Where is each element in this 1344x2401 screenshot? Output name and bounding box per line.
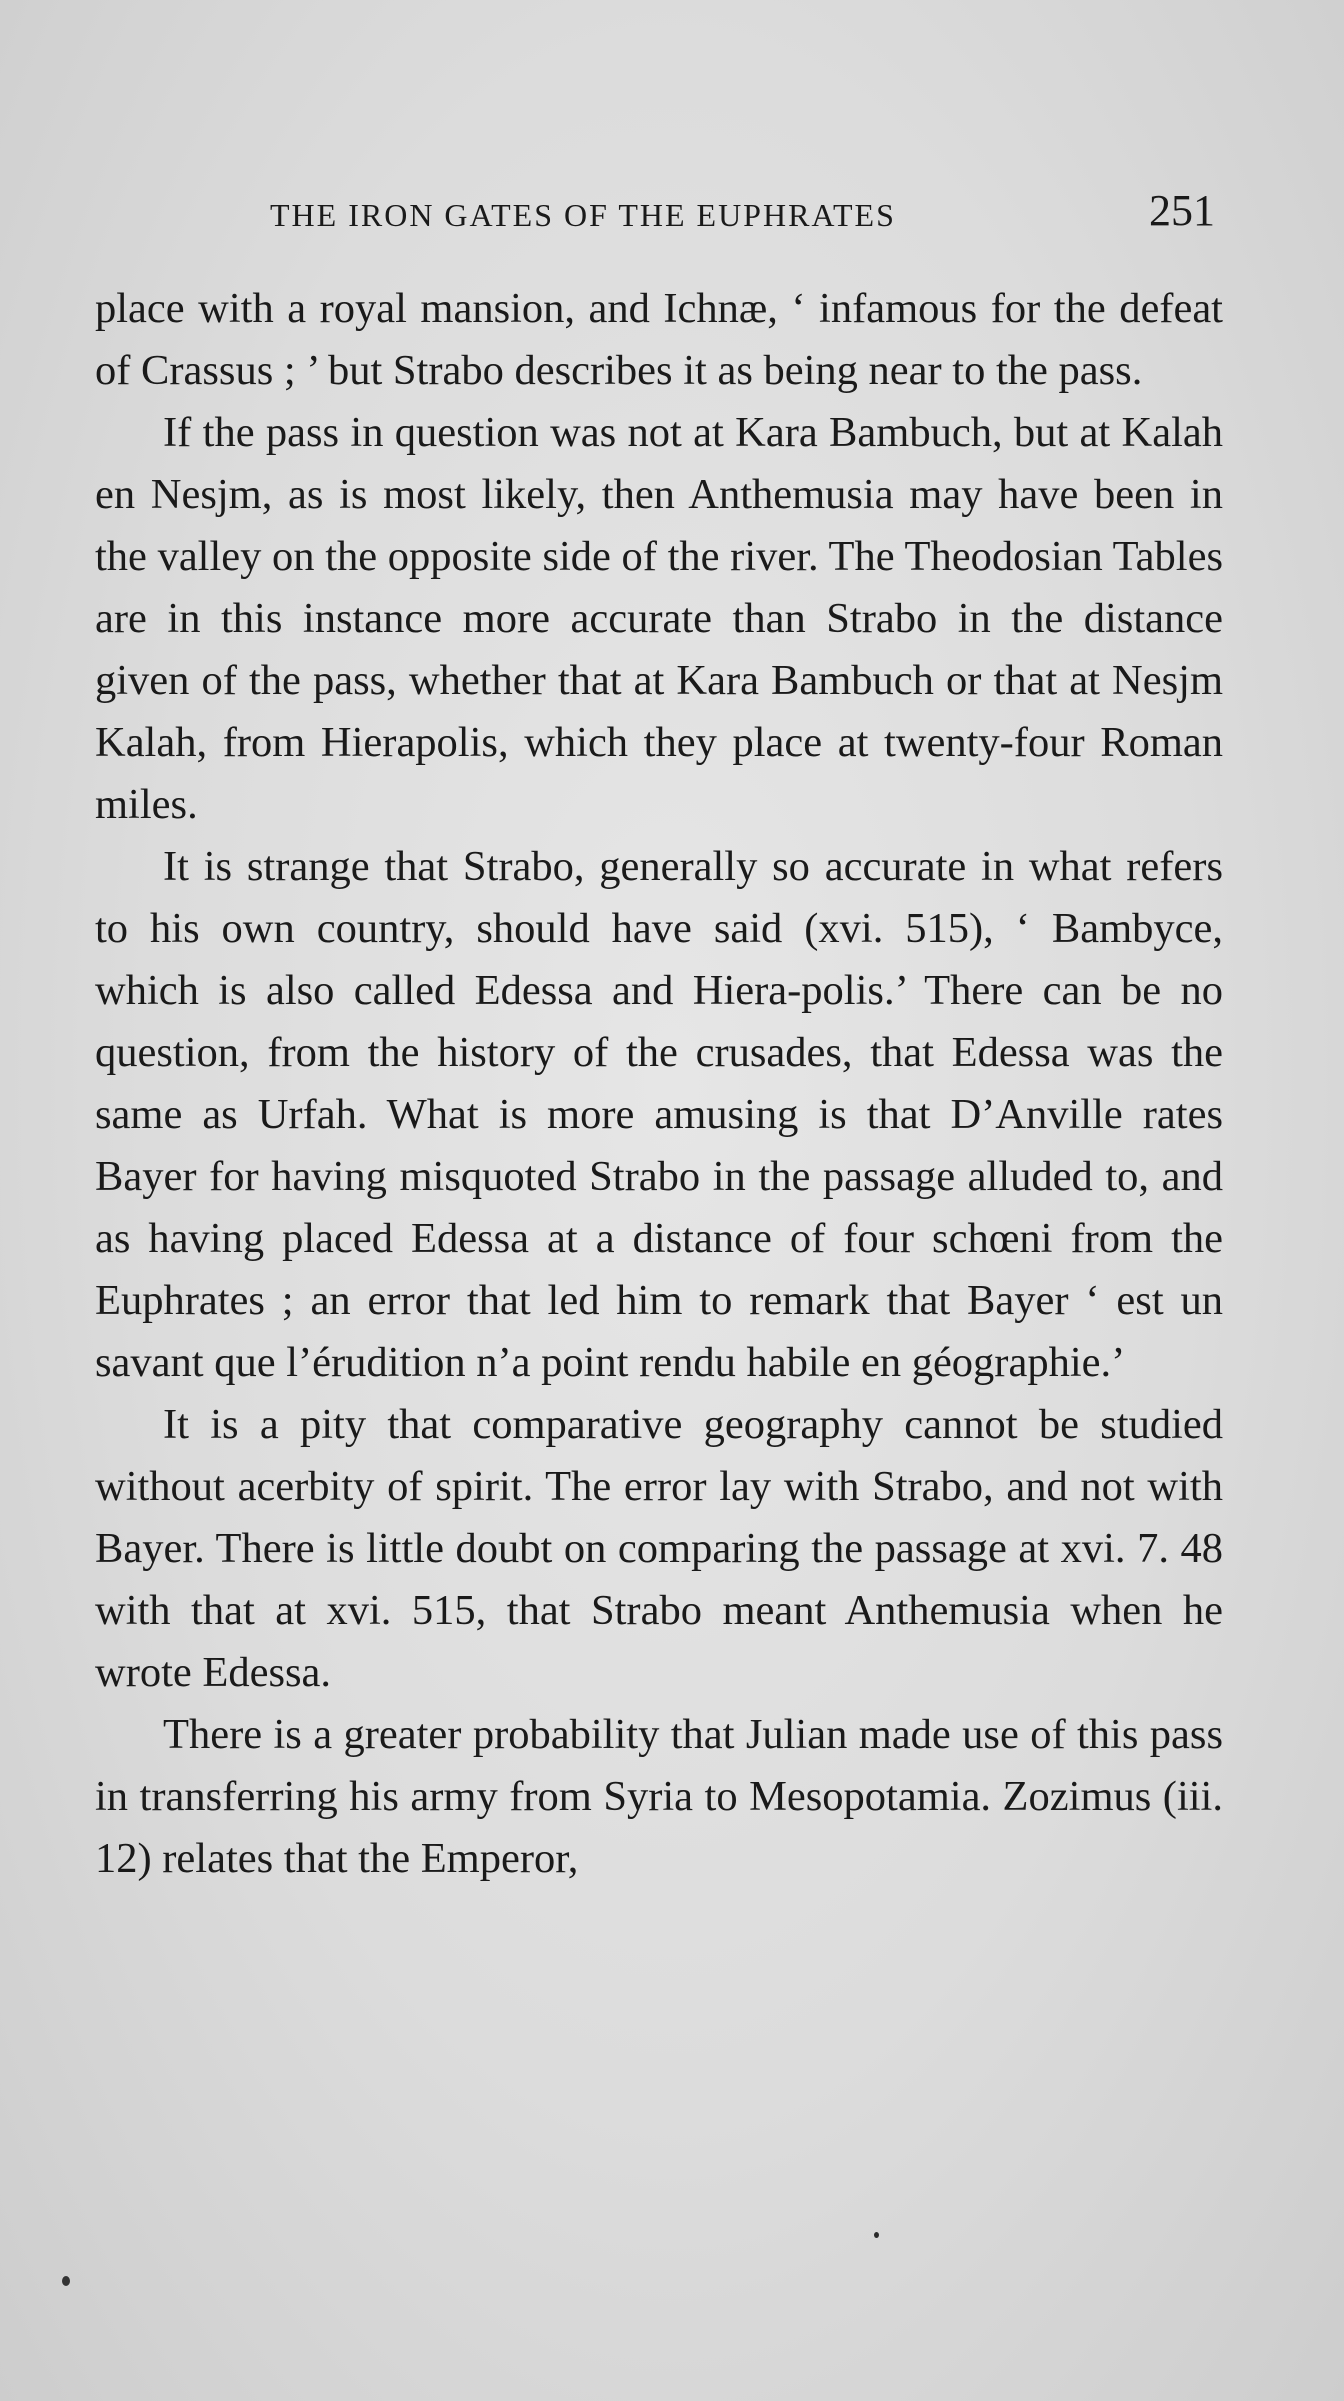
body-text [95,278,1223,1890]
paragraph-1: place with a royal mansion, and Ichnæ, ‘ infamous for the defeat of Crassus ; ’ but Strabo describes it as being near to the pass. [95,285,1223,394]
paragraph-2: If the pass in question was not at Kara Bambuch, but at Kalah en Nesjm, as is most likely, then Anthemusia may have been in the valley on the opposite side of the river. The Theodosian Tables are in this instance more accurate than Strabo in the distance given of the pass, whether that at Kara Bambuch or that at Nesjm Kalah, from Hierapolis, which they place at twenty-four Roman miles. [95,409,1223,828]
ink-speck-margin [62,2276,70,2286]
paragraph-3: It is strange that Strabo, generally so accurate in what refers to his own country, should have said (xvi. 515), ‘ Bambyce, which is also called Edessa and Hiera-polis.’ There can be no question, from the history of the crusades, that Edessa was the same as Urfah. What is more amusing is that D’Anville rates Bayer for having misquoted Strabo in the passage alluded to, and as having placed Edessa at a distance of four schœni from the Euphrates ; an error that led him to remark that Bayer ‘ est un savant que l’érudition n’a point rendu habile en géographie.’ [95,843,1223,1386]
page-header [95,185,1223,245]
paragraph-5: There is a greater probability that Julian made use of this pass in transferring his army from Syria to Mesopotamia. Zozimus (iii. 12) relates that the Emperor, [95,1711,1223,1882]
page-number: 251 [1149,186,1215,235]
ink-speck-text [874,2232,879,2238]
running-head: THE IRON GATES OF THE EUPHRATES [270,197,896,233]
paragraph-4: It is a pity that comparative geography cannot be studied without acerbity of spirit. The error lay with Strabo, and not with Bayer. There is little doubt on comparing the passage at xvi. 7. 48 with that at xvi. 515, that Strabo meant Anthemusia when he wrote Edessa. [95,1401,1223,1696]
